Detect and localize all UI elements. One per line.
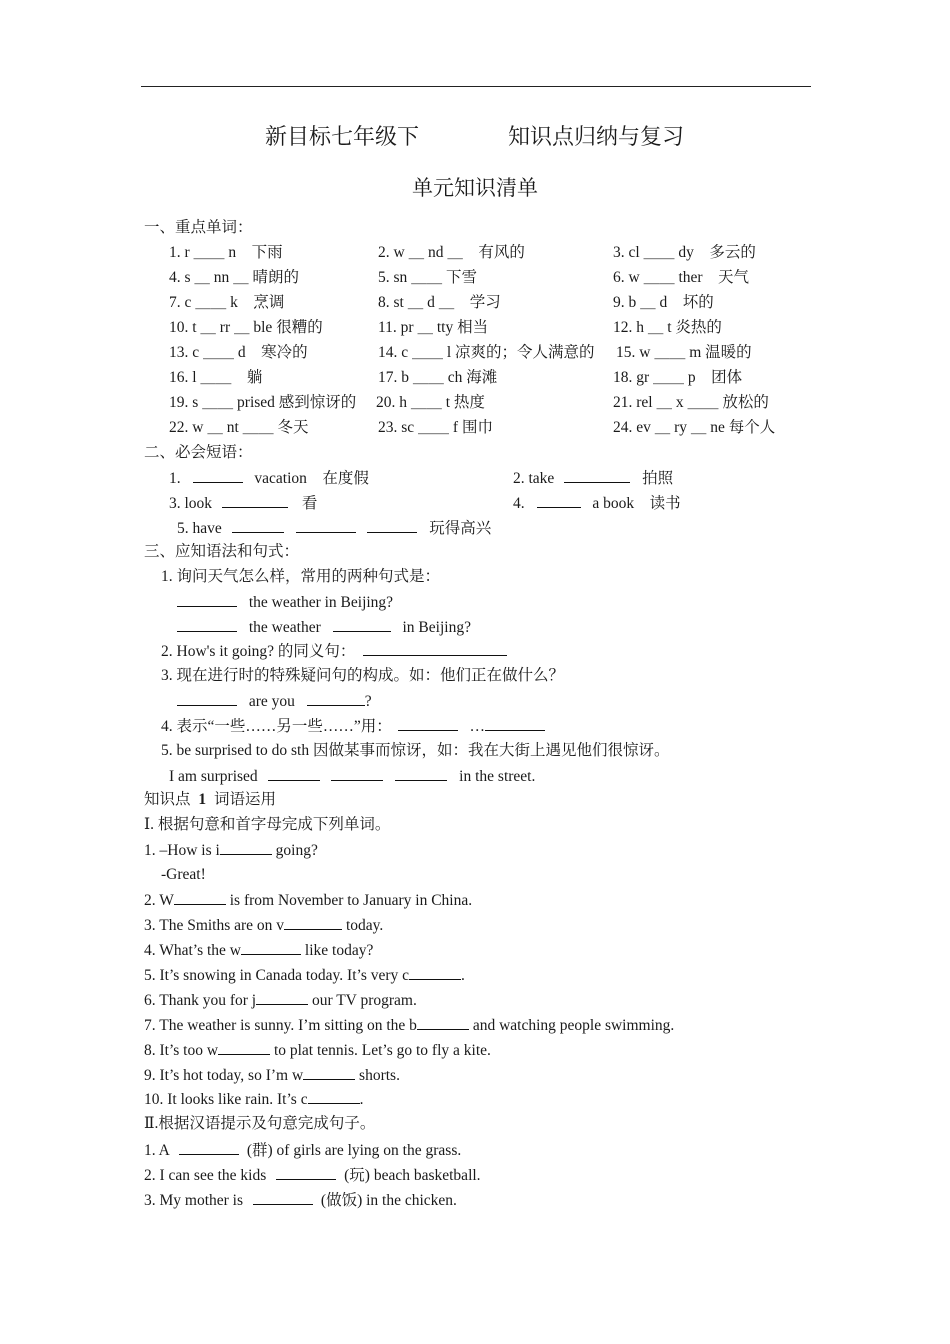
item-text: 6. Thank you for j	[144, 992, 257, 1009]
answer-blank[interactable]	[307, 691, 365, 706]
exercise-item	[144, 1089, 363, 1110]
grammar-point-5: 5. be surprised to do sth 因做某事而惊讶，如：我在大街上遇见他们很惊讶。	[161, 742, 670, 759]
exercise-item	[161, 865, 206, 885]
phrase-number: 1.	[169, 470, 181, 487]
phrase-item-1	[169, 468, 369, 489]
item-text: 1. –How is i	[144, 842, 220, 859]
phrase-text: a book 读书	[592, 495, 681, 512]
point-text: 2. How's it going? 的同义句：	[161, 643, 356, 660]
doc-subtitle: 单元知识清单	[412, 176, 538, 200]
grammar-example	[169, 766, 535, 787]
vocab-item: 20. h ＿＿ t 热度	[376, 394, 485, 411]
exercise-item	[144, 1040, 491, 1061]
exercise-item	[144, 965, 465, 986]
exercise-item	[144, 890, 472, 911]
answer-blank[interactable]	[564, 468, 630, 483]
answer-blank[interactable]	[367, 518, 417, 533]
vocab-item: 1. r ＿＿ n 下雨	[169, 244, 283, 261]
answer-blank[interactable]	[308, 1089, 360, 1104]
item-text: (做饭) in the chicken.	[320, 1192, 457, 1209]
example-text: I am surprised	[169, 768, 258, 785]
item-text: 1. A	[144, 1142, 169, 1159]
answer-blank[interactable]	[398, 716, 458, 731]
grammar-point-3: 3. 现在进行时的特殊疑问句的构成。如：他们正在做什么？	[161, 667, 565, 684]
example-text: the weather	[248, 619, 321, 636]
phrase-text: 5. have	[177, 520, 222, 537]
grammar-point-2	[161, 641, 507, 662]
answer-blank[interactable]	[363, 641, 507, 656]
item-text: 8. It’s too w	[144, 1042, 219, 1059]
answer-blank[interactable]	[218, 1040, 270, 1055]
grammar-example	[177, 592, 393, 613]
item-text: 9. It’s hot today, so I’m w	[144, 1067, 304, 1084]
answer-blank[interactable]	[268, 766, 320, 781]
vocab-item: 5. sn ＿＿ 下雪	[378, 269, 478, 286]
exercise-item	[144, 840, 318, 861]
vocab-item: 12. h ＿ t 炎热的	[613, 319, 722, 336]
answer-blank[interactable]	[177, 592, 237, 607]
item-text: (群) of girls are lying on the grass.	[246, 1142, 462, 1159]
answer-blank[interactable]	[256, 990, 308, 1005]
exercise-part-title: Ⅱ.根据汉语提示及句意完成句子。	[144, 1115, 376, 1132]
answer-blank[interactable]	[303, 1065, 355, 1080]
answer-blank[interactable]	[220, 840, 272, 855]
item-text: going?	[271, 842, 318, 859]
phrase-translation: 拍照	[642, 470, 674, 487]
item-text: (玩) beach basketball.	[344, 1167, 481, 1184]
vocab-item: 19. s ＿＿ prised 感到惊讶的	[169, 394, 357, 411]
phrase-text: vacation 在度假	[254, 470, 369, 487]
vocab-item: 14. c ＿＿ l 凉爽的；令人满意的	[378, 344, 595, 361]
item-text: 2. I can see the kids	[144, 1167, 267, 1184]
answer-blank[interactable]	[417, 1015, 469, 1030]
point-text: 4. 表示“一些……另一些……”用：	[161, 718, 392, 735]
exercise-part-title: Ⅰ. 根据句意和首字母完成下列单词。	[144, 816, 391, 833]
example-text: in Beijing?	[402, 619, 471, 636]
item-text: shorts.	[355, 1067, 400, 1084]
phrase-translation: 看	[301, 495, 318, 512]
answer-blank[interactable]	[177, 691, 237, 706]
example-text: ?	[364, 693, 372, 710]
answer-blank[interactable]	[296, 518, 356, 533]
example-text: the weather in Beijing?	[248, 594, 394, 611]
vocab-item: 21. rel ＿ x ＿＿ 放松的	[613, 394, 769, 411]
phrase-text: 3. look	[169, 495, 213, 512]
phrase-text: 2. take	[513, 470, 555, 487]
vocab-item: 13. c ＿＿ d 寒冷的	[169, 344, 308, 361]
phrase-number: 4.	[513, 495, 525, 512]
knowledge-point-heading	[144, 790, 276, 810]
example-text: in the street.	[459, 768, 536, 785]
answer-blank[interactable]	[331, 766, 383, 781]
section-heading-grammar: 三、应知语法和句式：	[144, 543, 300, 560]
answer-blank[interactable]	[276, 1165, 336, 1180]
item-text: 3. My mother is	[144, 1192, 244, 1209]
item-text: .	[359, 1091, 364, 1108]
answer-blank[interactable]	[409, 965, 461, 980]
item-text: 10. It looks like rain. It’s c	[144, 1091, 308, 1108]
vocab-item: 3. cl ＿＿ dy 多云的	[613, 244, 756, 261]
item-text: .	[461, 967, 465, 984]
doc-title-left: 新目标七年级下	[265, 124, 420, 149]
answer-blank[interactable]	[177, 617, 237, 632]
answer-blank[interactable]	[179, 1140, 239, 1155]
phrase-item-4	[513, 493, 681, 514]
vocab-item: 17. b ＿＿ ch 海滩	[378, 369, 498, 386]
item-text: 5. It’s snowing in Canada today. It’s very c	[144, 967, 410, 984]
vocab-item: 9. b ＿ d 坏的	[613, 294, 714, 311]
grammar-example	[177, 691, 372, 712]
vocab-item: 8. st ＿ d ＿ 学习	[378, 294, 501, 311]
item-text: 4. What’s the w	[144, 942, 242, 959]
vocab-item: 10. t ＿ rr ＿ ble 很糟的	[169, 319, 323, 336]
item-text: 3. The Smiths are on v	[144, 917, 285, 934]
phrase-item-5	[177, 518, 491, 539]
section-heading-phrases: 二、必会短语：	[144, 444, 253, 461]
answer-blank[interactable]	[485, 716, 545, 731]
header-rule	[141, 86, 811, 87]
vocab-item: 18. gr ＿＿ p 团体	[613, 369, 743, 386]
item-text: -Great!	[161, 866, 206, 883]
item-text: and watching people swimming.	[468, 1017, 675, 1034]
example-text: are you	[248, 693, 295, 710]
phrase-translation: 玩得高兴	[429, 520, 492, 537]
grammar-example	[177, 617, 471, 638]
answer-blank[interactable]	[284, 915, 342, 930]
exercise-item	[144, 1065, 400, 1086]
item-text: 7. The weather is sunny. I’m sitting on the b	[144, 1017, 417, 1034]
vocab-item: 22. w ＿ nt ＿＿ 冬天	[169, 419, 309, 436]
grammar-point-1: 1. 询问天气怎么样，常用的两种句式是：	[161, 568, 441, 585]
exercise-item	[144, 990, 417, 1011]
answer-blank[interactable]	[174, 890, 226, 905]
item-text: our TV program.	[308, 992, 417, 1009]
phrase-item-3	[169, 493, 317, 514]
item-text: to plat tennis. Let’s go to fly a kite.	[270, 1042, 491, 1059]
vocab-item: 24. ev ＿ ry ＿ ne 每个人	[613, 419, 776, 436]
answer-blank[interactable]	[395, 766, 447, 781]
exercise-item	[144, 1015, 674, 1036]
answer-blank[interactable]	[253, 1190, 313, 1205]
heading-text: 词语运用	[214, 791, 277, 808]
item-text: is from November to January in China.	[225, 892, 473, 909]
doc-title-right: 知识点归纳与复习	[508, 124, 685, 149]
vocab-item: 2. w ＿ nd ＿ 有风的	[378, 244, 525, 261]
answer-blank[interactable]	[232, 518, 284, 533]
heading-text: 知识点	[144, 791, 191, 808]
vocab-item: 7. c ＿＿ k 烹调	[169, 294, 285, 311]
vocab-item: 4. s ＿ nn ＿ 晴朗的	[169, 269, 300, 286]
exercise-item	[144, 1165, 481, 1186]
vocab-item: 16. l ＿＿ 躺	[169, 369, 263, 386]
exercise-item	[144, 915, 383, 936]
item-text: 2. W	[144, 892, 174, 909]
vocab-item: 11. pr ＿ tty 相当	[378, 319, 489, 336]
vocab-item: 15. w ＿＿ m 温暖的	[616, 344, 752, 361]
answer-blank[interactable]	[193, 468, 243, 483]
answer-blank[interactable]	[537, 493, 581, 508]
answer-blank[interactable]	[222, 493, 288, 508]
exercise-item	[144, 1190, 457, 1211]
item-text: today.	[342, 917, 384, 934]
point-text: …	[469, 718, 486, 735]
heading-number: 1	[198, 791, 207, 808]
answer-blank[interactable]	[241, 940, 301, 955]
vocab-item: 23. sc ＿＿ f 围巾	[378, 419, 493, 436]
answer-blank[interactable]	[333, 617, 391, 632]
exercise-item	[144, 940, 373, 961]
vocab-item: 6. w ＿＿ ther 天气	[613, 269, 750, 286]
exercise-item	[144, 1140, 461, 1161]
grammar-point-4	[161, 716, 545, 737]
section-heading-words: 一、重点单词：	[144, 219, 253, 236]
item-text: like today?	[301, 942, 374, 959]
phrase-item-2	[513, 468, 673, 489]
